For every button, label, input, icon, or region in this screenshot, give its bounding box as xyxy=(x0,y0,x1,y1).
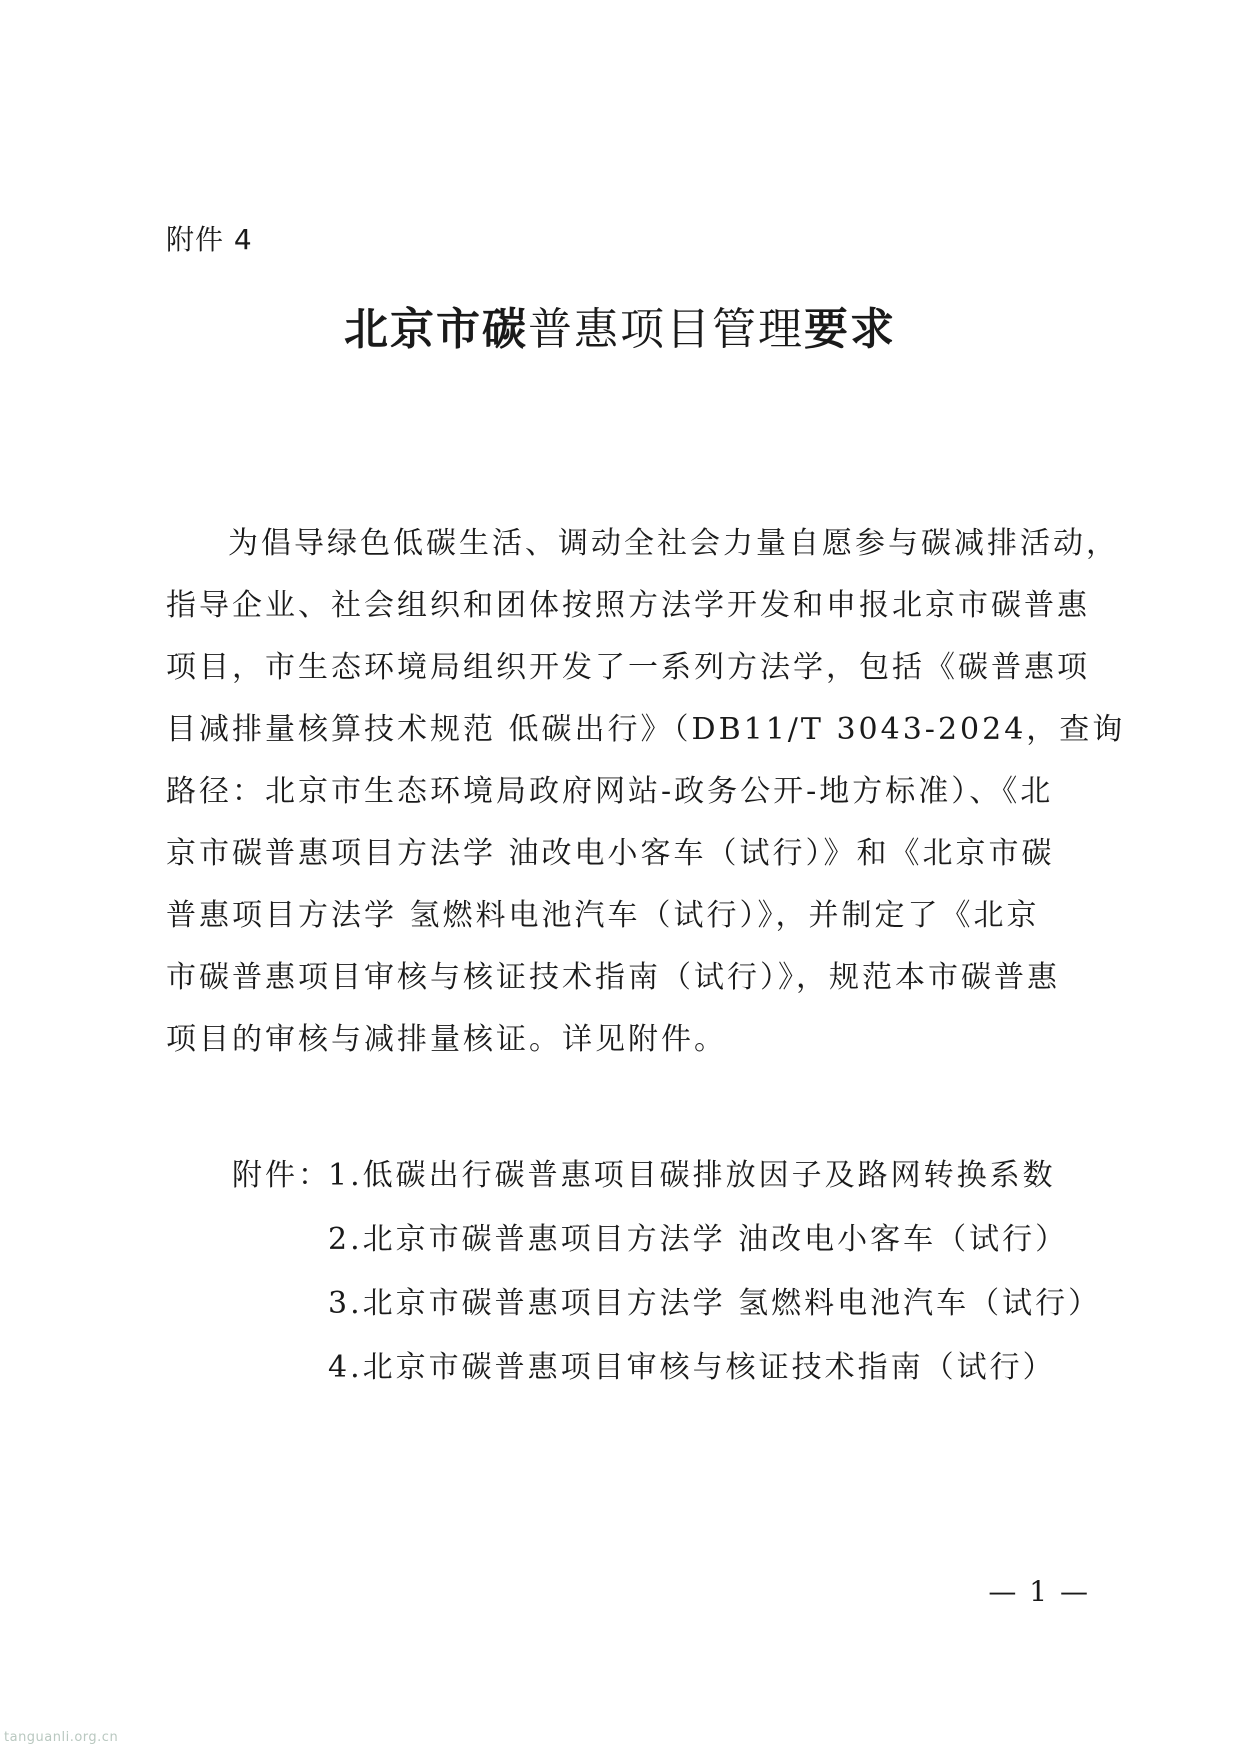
attachment-list-prefix: 附件： xyxy=(232,1158,331,1193)
attachment-item-3: 3.北京市碳普惠项目方法学 氢燃料电池汽车（试行） xyxy=(328,1286,1102,1321)
page-number: — 1 — xyxy=(988,1575,1090,1608)
attachment-list xyxy=(232,1144,1101,1400)
list-item xyxy=(232,1336,1101,1400)
title-part-2: 普惠项目管理 xyxy=(528,304,804,355)
body-line: 路径：北京市生态环境局政府网站-政务公开-地方标准）、《北 xyxy=(166,774,1054,809)
body-paragraph xyxy=(166,513,1126,1071)
attachment-item-1: 1.低碳出行碳普惠项目碳排放因子及路网转换系数 xyxy=(328,1158,1056,1193)
body-line: 指导企业、社会组织和团体按照方法学开发和申报北京市碳普惠 xyxy=(166,588,1090,623)
body-line: 为倡导绿色低碳生活、调动全社会力量自愿参与碳减排活动， xyxy=(228,526,1119,561)
list-item xyxy=(232,1144,1101,1208)
attachment-item-4: 4.北京市碳普惠项目审核与核证技术指南（试行） xyxy=(328,1350,1056,1385)
title-part-1: 北京市碳 xyxy=(344,304,528,355)
body-line: 项目的审核与减排量核证。详见附件。 xyxy=(166,1022,727,1057)
attachment-item-2: 2.北京市碳普惠项目方法学 油改电小客车（试行） xyxy=(328,1222,1069,1257)
page-title xyxy=(0,300,1240,360)
list-item xyxy=(232,1272,1101,1336)
body-line: 京市碳普惠项目方法学 油改电小客车（试行）》和《北京市碳 xyxy=(166,836,1055,871)
watermark-text: tanguanli.org.cn xyxy=(4,1730,119,1745)
list-item xyxy=(232,1208,1101,1272)
body-line: 项目，市生态环境局组织开发了一系列方法学，包括《碳普惠项 xyxy=(166,650,1090,685)
body-line: 目减排量核算技术规范 低碳出行》（DB11/T 3043-2024，查询 xyxy=(166,712,1126,747)
title-part-3: 要求 xyxy=(804,304,896,355)
body-line: 市碳普惠项目审核与核证技术指南（试行）》，规范本市碳普惠 xyxy=(166,960,1060,995)
attachment-label: 附件 4 xyxy=(166,223,253,256)
body-line: 普惠项目方法学 氢燃料电池汽车（试行）》，并制定了《北京 xyxy=(166,898,1040,933)
